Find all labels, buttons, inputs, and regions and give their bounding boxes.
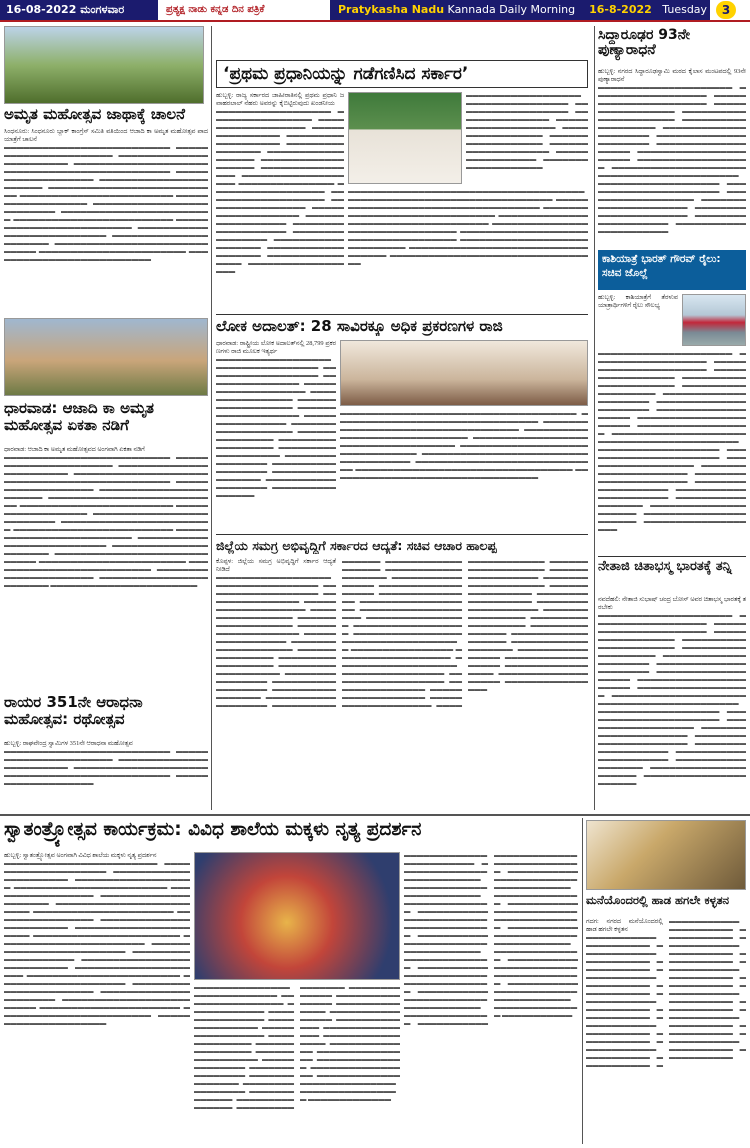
netaji-headline: ನೇತಾಜಿ ಚಿತಾಭಸ್ಮ ಭಾರತಕ್ಕೆ ತನ್ನಿ (598, 556, 746, 592)
swatantrya-headline: ಸ್ವಾತಂತ್ರ್ಯೋತ್ಸವ ಕಾರ್ಯಕ್ರಮ: ವಿವಿಧ ಶಾಲೆಯ ಮಕ್ಕಳು ನೃತ್ಯ ಪ್ರದರ್ಶನ (4, 820, 422, 840)
page-header (0, 0, 750, 22)
swatantrya-lead: ಹುಬ್ಬಳ್ಳಿ: ಸ್ವಾತಂತ್ರ್ಯೋತ್ಸವ ಅಂಗವಾಗಿ ವಿವಿಧ ಶಾಲೆಯ ಮಕ್ಕಳು ನೃತ್ಯ ಪ್ರದರ್ಶನ (4, 852, 157, 859)
lok-adalat-headline: ಲೋಕ ಅದಾಲತ್: 28 ಸಾವಿರಕ್ಕೂ ಅಧಿಕ ಪ್ರಕರಣಗಳ ರಾಜಿ (216, 314, 588, 336)
pm-body-right (466, 92, 588, 184)
paper-tagline: ಪ್ರತ್ಯಕ್ಷ ನಾಡು ಕನ್ನಡ ದಿನ ಪತ್ರಿಕೆ (166, 4, 265, 15)
swatantrya-body-mid (194, 984, 400, 1144)
leader-portrait (348, 92, 462, 184)
masthead-sub: Kannada Daily Morning (447, 3, 576, 16)
pm-filler: ▬▬▬▬▬▬▬▬▬▬▬▬▬▬▬▬▬▬ ▬▬▬▬▬▬▬▬▬▬▬▬▬▬▬▬ ▬▬▬▬▬▬▬▬▬▬▬▬▬▬▬▬▬▬ ▬▬▬▬▬▬▬▬▬▬▬▬▬▬▬ ▬▬▬▬▬▬▬▬▬▬▬▬▬▬▬▬▬▬▬ ▬▬▬▬▬▬▬▬▬▬▬▬▬▬▬▬ ▬▬▬▬▬▬▬▬▬▬▬▬▬▬▬▬▬▬ ▬▬▬▬▬▬▬▬▬▬▬▬▬▬▬▬▬▬▬ ▬▬▬▬▬▬▬▬▬▬▬▬▬▬▬▬ ▬▬▬▬▬▬▬▬▬▬▬▬▬▬▬▬▬▬▬ ▬▬▬▬▬▬▬▬▬▬▬▬▬▬▬ ▬▬▬▬▬▬▬▬▬▬▬▬▬▬▬▬▬▬ ▬▬▬▬▬▬▬▬▬▬▬▬▬▬▬▬▬▬▬ ▬▬▬▬▬▬▬▬▬▬▬▬▬▬▬▬ ▬▬▬▬▬▬▬▬▬▬▬▬▬▬▬▬▬▬ ▬▬▬▬▬▬▬▬▬▬▬▬▬▬▬▬▬ ▬▬▬▬▬▬▬▬▬▬▬▬▬▬▬▬▬▬▬ ▬▬▬▬▬▬▬▬▬▬▬▬▬▬▬▬ ▬▬▬▬▬▬▬▬▬▬▬▬▬▬▬▬▬▬ ▬▬▬▬▬▬▬▬▬▬▬▬▬▬▬▬▬▬▬ ▬▬▬▬▬▬▬▬▬▬▬▬▬▬▬▬ ▬▬▬▬▬▬▬▬▬▬▬▬▬▬▬▬▬▬ (216, 108, 344, 275)
dharwad-filler: ▬▬▬▬▬▬▬▬▬▬▬▬▬▬▬▬▬▬▬▬▬▬▬▬▬▬ ▬▬▬▬▬▬▬▬▬▬▬▬▬▬▬▬▬▬▬▬▬▬ ▬▬▬▬▬▬▬▬▬▬▬▬▬▬▬▬▬▬▬▬▬▬▬▬ ▬▬▬▬▬▬▬▬▬▬▬▬▬▬▬▬▬▬▬▬▬ ▬▬▬▬▬▬▬▬▬▬▬▬▬▬▬▬▬▬▬▬▬▬▬▬▬▬ ▬▬▬▬▬▬▬▬▬▬▬▬▬▬▬▬▬▬▬ ▬▬▬▬▬▬▬▬▬▬▬▬▬▬▬▬▬▬▬▬▬▬▬ ▬▬▬▬▬▬▬▬▬▬▬▬▬▬▬▬▬▬▬▬▬▬▬▬▬▬▬ ▬▬▬▬▬▬▬▬▬▬▬▬▬▬▬▬▬▬▬▬▬▬▬▬ ▬▬▬▬▬▬▬▬▬▬▬▬▬▬▬▬▬▬ ▬▬▬▬▬▬▬▬▬▬▬▬▬▬▬▬▬▬▬▬▬▬▬▬▬▬ ▬▬▬▬▬▬▬▬▬▬▬▬▬▬▬▬▬▬▬▬▬▬▬▬ ▬▬▬▬▬▬▬▬▬▬▬▬▬▬▬▬▬▬▬▬▬▬▬▬▬ ▬▬▬▬▬▬▬▬▬▬▬▬▬▬▬▬▬▬▬▬▬▬▬▬▬ ▬▬▬▬▬▬▬▬▬▬▬▬▬▬▬▬▬▬▬▬▬▬▬▬▬▬▬ ▬▬▬▬▬▬▬▬▬▬▬▬▬▬▬▬▬▬▬▬▬▬ ▬▬▬▬▬▬▬▬▬▬▬▬▬▬▬▬▬▬▬▬▬▬▬▬▬▬▬▬▬ ▬▬▬▬▬▬▬▬▬▬▬▬▬▬▬▬▬▬▬▬▬▬▬ ▬▬▬▬▬▬▬▬▬▬▬▬▬▬▬▬▬▬▬▬▬▬▬▬▬▬ ▬▬▬▬▬▬▬▬▬▬▬▬▬▬▬▬▬▬▬▬▬▬ ▬▬▬▬▬▬▬▬▬▬▬▬▬▬▬▬▬▬▬▬▬▬▬▬ ▬▬▬▬▬▬▬▬▬▬▬▬▬▬▬▬▬▬▬▬▬▬▬ (4, 454, 208, 589)
theft-lead: ಗದಗ: ನಗರದ ಮನೆಯೊಂದರಲ್ಲಿ ಹಾಡ ಹಗಲೇ ಕಳ್ಳತನ (586, 918, 663, 933)
issue-date: 16-08-2022 ಮಂಗಳವಾರ (0, 0, 158, 20)
rally-photo (4, 26, 204, 104)
pm-body-left (216, 92, 344, 306)
lok-adalat-body-right (340, 410, 588, 528)
district-headline: ಜಿಲ್ಲೆಯ ಸಮಗ್ರ ಅಭಿವೃದ್ಧಿಗೆ ಸರ್ಕಾರದ ಆದ್ಯತೆ: ಸಚಿವ ಆಚಾರ ಹಾಲಪ್ಪ (216, 534, 588, 554)
lok-adalat-filler: ▬▬▬▬▬▬▬▬▬▬▬▬▬▬▬▬▬▬ ▬▬▬▬▬▬▬▬▬▬▬▬▬▬▬▬ ▬▬▬▬▬▬▬▬▬▬▬▬▬▬▬▬▬▬ ▬▬▬▬▬▬▬▬▬▬▬▬▬▬▬ ▬▬▬▬▬▬▬▬▬▬▬▬▬▬▬▬▬▬▬ ▬▬▬▬▬▬▬▬▬▬▬▬▬▬▬▬ ▬▬▬▬▬▬▬▬▬▬▬▬▬▬▬▬▬▬ ▬▬▬▬▬▬▬▬▬▬▬▬▬▬▬▬▬▬▬ ▬▬▬▬▬▬▬▬▬▬▬▬▬▬▬▬ ▬▬▬▬▬▬▬▬▬▬▬▬▬▬▬▬▬▬▬ ▬▬▬▬▬▬▬▬▬▬▬▬▬▬▬ ▬▬▬▬▬▬▬▬▬▬▬▬▬▬▬▬▬▬ ▬▬▬▬▬▬▬▬▬▬▬▬▬▬▬▬▬▬▬ ▬▬▬▬▬▬▬▬▬▬▬▬▬▬▬▬ ▬▬▬▬▬▬▬▬▬▬▬▬▬▬▬▬▬▬ ▬▬▬▬▬▬▬▬▬▬▬▬▬▬▬▬▬ ▬▬▬▬▬▬▬▬▬▬▬▬▬▬▬▬▬▬▬ ▬▬▬▬▬▬▬▬▬▬▬▬▬▬▬▬ (216, 356, 336, 499)
page-number: 3 (716, 1, 736, 19)
column-rule (211, 26, 212, 810)
netaji-filler: ▬▬▬▬▬▬▬▬▬▬▬▬▬▬▬▬▬▬▬▬▬ ▬▬▬▬▬▬▬▬▬▬▬▬▬▬▬▬▬▬ ▬▬▬▬▬▬▬▬▬▬▬▬▬▬▬▬▬▬▬▬▬▬ ▬▬▬▬▬▬▬▬▬▬▬▬▬▬▬▬▬ ▬▬▬▬▬▬▬▬▬▬▬▬▬▬▬▬▬▬▬▬▬▬ ▬▬▬▬▬▬▬▬▬▬▬▬▬▬▬▬▬▬▬ ▬▬▬▬▬▬▬▬▬▬▬▬▬▬▬▬▬▬▬▬▬ ▬▬▬▬▬▬▬▬▬▬▬▬▬▬▬▬▬▬▬▬▬▬ ▬▬▬▬▬▬▬▬▬▬▬▬▬▬▬▬▬▬▬ ▬▬▬▬▬▬▬▬▬▬▬▬▬▬▬▬▬▬▬▬▬▬ ▬▬▬▬▬▬▬▬▬▬▬▬▬▬▬▬▬▬ ▬▬▬▬▬▬▬▬▬▬▬▬▬▬▬▬▬▬▬▬▬ ▬▬▬▬▬▬▬▬▬▬▬▬▬▬▬▬▬▬▬▬▬▬ ▬▬▬▬▬▬▬▬▬▬▬▬▬▬▬▬▬▬▬ ▬▬▬▬▬▬▬▬▬▬▬▬▬▬▬▬▬▬▬▬▬▬ ▬▬▬▬▬▬▬▬▬▬▬▬▬▬▬▬▬▬ ▬▬▬▬▬▬▬▬▬▬▬▬▬▬▬▬▬▬▬▬▬ ▬▬▬▬▬▬▬▬▬▬▬▬▬▬▬▬▬▬▬▬▬▬ ▬▬▬▬▬▬▬▬▬▬▬▬▬▬▬▬▬▬▬ ▬▬▬▬▬▬▬▬▬▬▬▬▬▬▬▬▬▬▬▬▬▬ ▬▬▬▬▬▬▬▬▬▬▬▬▬▬▬▬▬▬ ▬▬▬▬▬▬▬▬▬▬▬▬▬▬▬▬▬▬▬▬▬ ▬▬▬▬▬▬▬▬▬▬▬▬▬▬▬▬▬▬▬▬▬▬ (598, 612, 746, 787)
amrutha-filler: ▬▬▬▬▬▬▬▬▬▬▬▬▬▬▬▬▬▬▬▬▬▬▬▬▬▬ ▬▬▬▬▬▬▬▬▬▬▬▬▬▬▬▬▬▬▬▬▬▬ ▬▬▬▬▬▬▬▬▬▬▬▬▬▬▬▬▬▬▬▬▬▬▬▬ ▬▬▬▬▬▬▬▬▬▬▬▬▬▬▬▬▬▬▬▬▬ ▬▬▬▬▬▬▬▬▬▬▬▬▬▬▬▬▬▬▬▬▬▬▬▬▬▬ ▬▬▬▬▬▬▬▬▬▬▬▬▬▬▬▬▬▬▬ ▬▬▬▬▬▬▬▬▬▬▬▬▬▬▬▬▬▬▬▬▬▬▬ ▬▬▬▬▬▬▬▬▬▬▬▬▬▬▬▬▬▬▬▬▬▬▬▬▬▬▬ ▬▬▬▬▬▬▬▬▬▬▬▬▬▬▬▬▬▬▬▬▬▬▬▬ ▬▬▬▬▬▬▬▬▬▬▬▬▬▬▬▬▬▬ ▬▬▬▬▬▬▬▬▬▬▬▬▬▬▬▬▬▬▬▬▬▬▬▬▬▬ ▬▬▬▬▬▬▬▬▬▬▬▬▬▬▬▬▬▬▬▬▬▬▬▬ ▬▬▬▬▬▬▬▬▬▬▬▬▬▬▬▬▬▬▬▬▬▬▬▬▬ ▬▬▬▬▬▬▬▬▬▬▬▬▬▬▬▬▬▬▬▬▬▬▬▬▬ ▬▬▬▬▬▬▬▬▬▬▬▬▬▬▬▬▬▬▬▬▬▬▬▬▬▬▬ ▬▬▬▬▬▬▬▬▬▬▬▬▬▬▬▬▬▬▬▬▬▬ ▬▬▬▬▬▬▬▬▬▬▬▬▬▬▬▬▬▬▬▬▬▬▬▬▬▬▬▬▬ ▬▬▬▬▬▬▬▬▬▬▬▬▬▬▬▬▬▬▬▬▬▬▬ ▬▬▬▬▬▬▬▬▬▬▬▬▬▬▬▬▬▬▬▬▬▬▬▬▬▬ (4, 144, 208, 263)
dance-photo (194, 852, 400, 980)
column-rule (582, 818, 583, 1144)
column-rule (594, 26, 595, 810)
masthead-date: 16-8-2022 (589, 3, 652, 16)
dharwad-body (4, 446, 208, 686)
swatantrya-right-filler: ▬▬▬▬▬▬▬▬▬▬▬▬▬ ▬▬▬▬▬▬▬▬▬▬▬ ▬▬▬▬▬▬▬▬▬▬▬▬▬▬ ▬▬▬▬▬▬▬▬▬▬▬▬ ▬▬▬▬▬▬▬▬▬▬▬▬▬ ▬▬▬▬▬▬▬▬▬▬▬▬ ▬▬▬▬▬▬▬▬▬▬▬▬▬▬ ▬▬▬▬▬▬▬▬▬▬▬ ▬▬▬▬▬▬▬▬▬▬▬▬▬ ▬▬▬▬▬▬▬▬▬▬▬▬▬▬ ▬▬▬▬▬▬▬▬▬▬▬ ▬▬▬▬▬▬▬▬▬▬▬▬▬ ▬▬▬▬▬▬▬▬▬▬▬▬ ▬▬▬▬▬▬▬▬▬▬▬▬▬▬ ▬▬▬▬▬▬▬▬▬▬▬ ▬▬▬▬▬▬▬▬▬▬▬▬▬ ▬▬▬▬▬▬▬▬▬▬▬▬▬▬ ▬▬▬▬▬▬▬▬▬▬▬ ▬▬▬▬▬▬▬▬▬▬▬▬▬ ▬▬▬▬▬▬▬▬▬▬▬▬ ▬▬▬▬▬▬▬▬▬▬▬▬▬▬ ▬▬▬▬▬▬▬▬▬▬▬ ▬▬▬▬▬▬▬▬▬▬▬▬▬ ▬▬▬▬▬▬▬▬▬▬▬▬▬▬ ▬▬▬▬▬▬▬▬▬▬▬ ▬▬▬▬▬▬▬▬▬▬▬▬▬ ▬▬▬▬▬▬▬▬▬▬▬▬ ▬▬▬▬▬▬▬▬▬▬▬▬▬▬ ▬▬▬▬▬▬▬▬▬▬▬ ▬▬▬▬▬▬▬▬▬▬▬▬▬ ▬▬▬▬▬▬▬▬▬▬▬▬▬▬ ▬▬▬▬▬▬▬▬▬▬▬ ▬▬▬▬▬▬▬▬▬▬▬▬▬ ▬▬▬▬▬▬▬▬▬▬▬▬ ▬▬▬▬▬▬▬▬▬▬▬▬▬▬ ▬▬▬▬▬▬▬▬▬▬▬ ▬▬▬▬▬▬▬▬▬▬▬▬▬ ▬▬▬▬▬▬▬▬▬▬▬▬▬▬ ▬▬▬▬▬▬▬▬▬▬▬ ▬▬▬▬▬▬▬▬▬▬▬▬▬ ▬▬▬▬▬▬▬▬▬▬▬▬ ▬▬▬▬▬▬▬▬▬▬▬▬▬▬ ▬▬▬▬▬▬▬▬▬▬▬ (404, 852, 578, 1027)
amrutha-lead: ಸಿಂಧನೂರು: ಸಿಂಧನೂರು ಬ್ಲಾಕ್ ಕಾಂಗ್ರೆಸ್ ಸಮಿತಿ ವತಿಯಿಂದ ಆಜಾದಿ ಕಾ ಅಮೃತ ಮಹೋತ್ಸವ ಪಾದಯಾತ್ರೆಗೆ ಚಾಲನೆ (4, 128, 208, 143)
pm-bottom-filler: ▬▬▬▬▬▬▬▬▬▬▬▬▬▬▬▬▬▬▬▬▬▬▬▬▬▬▬▬▬▬▬▬▬▬▬▬▬ ▬▬▬▬▬▬▬▬▬▬▬▬▬▬▬▬▬▬▬▬▬▬▬▬▬▬▬▬▬▬▬▬ ▬▬▬▬▬▬▬▬▬▬▬▬▬▬▬▬▬▬▬▬▬▬▬▬▬▬▬▬▬▬▬▬▬▬▬ ▬▬▬▬▬▬▬▬▬▬▬▬▬▬▬▬▬▬▬▬▬▬▬▬▬▬▬▬▬▬ ▬▬▬▬▬▬▬▬▬▬▬▬▬▬▬▬▬▬▬▬▬▬▬▬▬▬▬▬▬▬▬▬▬▬▬▬ ▬▬▬▬▬▬▬▬▬▬▬▬▬▬▬▬▬▬▬▬▬▬▬▬▬▬▬▬▬▬▬▬ ▬▬▬▬▬▬▬▬▬▬▬▬▬▬▬▬▬▬▬▬▬▬▬▬▬▬▬▬▬▬▬▬▬▬▬▬▬ ▬▬▬▬▬▬▬▬▬▬▬▬▬▬▬▬▬▬▬▬▬▬▬▬▬▬▬▬▬ ▬▬▬▬▬▬▬▬▬▬▬▬▬▬▬▬▬▬▬▬▬▬▬▬▬▬▬▬▬▬▬▬▬▬ ▬▬▬▬▬▬▬▬▬▬▬▬▬▬▬▬▬▬▬▬▬▬▬▬▬▬▬▬▬▬▬▬▬ (348, 188, 588, 267)
lok-adalat-lead: ಧಾರವಾಡ: ರಾಷ್ಟ್ರೀಯ ಲೋಕ ಅದಾಲತ್‌ನಲ್ಲಿ 28,799 ಪ್ರಕರಣಗಳು ರಾಜಿ ಮೂಲಕ ಇತ್ಯರ್ಥ (216, 340, 336, 355)
kashi-body-more (598, 350, 746, 550)
pm-headline: ‘ಪ್ರಥಮ ಪ್ರಧಾನಿಯನ್ನು ಗಡೆಗಣಿಸಿದ ಸರ್ಕಾರ’ (216, 60, 588, 88)
court-photo (340, 340, 588, 406)
swatantrya-mid-filler: ▬▬▬▬▬▬▬▬▬▬▬▬▬▬▬ ▬▬▬▬▬▬▬▬▬▬▬▬▬ ▬▬▬▬▬▬▬▬▬▬▬▬▬▬▬▬ ▬▬▬▬▬▬▬▬▬▬▬▬ ▬▬▬▬▬▬▬▬▬▬▬▬▬▬▬ ▬▬▬▬▬▬▬▬▬▬▬▬▬▬ ▬▬▬▬▬▬▬▬▬▬▬▬▬▬▬▬ ▬▬▬▬▬▬▬▬▬▬▬▬▬ ▬▬▬▬▬▬▬▬▬▬▬▬▬▬▬ ▬▬▬▬▬▬▬▬▬▬▬▬▬▬▬▬ ▬▬▬▬▬▬▬▬▬▬▬▬▬ ▬▬▬▬▬▬▬▬▬▬▬▬▬▬▬ ▬▬▬▬▬▬▬▬▬▬▬▬▬▬ ▬▬▬▬▬▬▬▬▬▬▬▬▬▬▬▬ ▬▬▬▬▬▬▬▬▬▬▬▬▬ ▬▬▬▬▬▬▬▬▬▬▬▬▬▬▬ ▬▬▬▬▬▬▬▬▬▬▬▬▬▬▬▬ ▬▬▬▬▬▬▬▬▬▬▬▬▬ ▬▬▬▬▬▬▬▬▬▬▬▬▬▬▬ ▬▬▬▬▬▬▬▬▬▬▬▬▬▬ ▬▬▬▬▬▬▬▬▬▬▬▬▬▬▬▬ ▬▬▬▬▬▬▬▬▬▬▬▬▬ ▬▬▬▬▬▬▬▬▬▬▬▬▬▬▬ ▬▬▬▬▬▬▬▬▬▬▬▬▬▬▬▬ ▬▬▬▬▬▬▬▬▬▬▬▬▬ ▬▬▬▬▬▬▬▬▬▬▬▬▬▬▬ ▬▬▬▬▬▬▬▬▬▬▬▬▬▬ ▬▬▬▬▬▬▬▬▬▬▬▬▬▬▬▬ ▬▬▬▬▬▬▬▬▬▬▬▬▬ ▬▬▬▬▬▬▬▬▬▬▬▬▬▬▬ ▬▬▬▬▬▬▬▬▬▬▬▬▬▬▬▬ ▬▬▬▬▬▬▬▬▬▬▬▬▬ (194, 984, 400, 1111)
pm-lead: ಹುಬ್ಬಳ್ಳಿ: ರಾಜ್ಯ ಸರ್ಕಾರದ ಜಾಹೀರಾತಿನಲ್ಲಿ ಪ್ರಥಮ ಪ್ರಧಾನಿ ಜವಾಹರಲಾಲ್ ನೆಹರು ಅವರನ್ನು ಕೈಬಿಟ್ಟಿರುವುದು ಖಂಡನೀಯ (216, 92, 344, 107)
masthead-name: Pratykasha Nadu (338, 3, 445, 16)
kashi-body (598, 294, 678, 346)
punyaradhane-filler: ▬▬▬▬▬▬▬▬▬▬▬▬▬▬▬▬▬▬▬▬▬ ▬▬▬▬▬▬▬▬▬▬▬▬▬▬▬▬▬▬ ▬▬▬▬▬▬▬▬▬▬▬▬▬▬▬▬▬▬▬▬▬▬ ▬▬▬▬▬▬▬▬▬▬▬▬▬▬▬▬▬ ▬▬▬▬▬▬▬▬▬▬▬▬▬▬▬▬▬▬▬▬▬▬ ▬▬▬▬▬▬▬▬▬▬▬▬▬▬▬▬▬▬▬ ▬▬▬▬▬▬▬▬▬▬▬▬▬▬▬▬▬▬▬▬▬ ▬▬▬▬▬▬▬▬▬▬▬▬▬▬▬▬▬▬▬▬▬▬ ▬▬▬▬▬▬▬▬▬▬▬▬▬▬▬▬▬▬▬ ▬▬▬▬▬▬▬▬▬▬▬▬▬▬▬▬▬▬▬▬▬▬ ▬▬▬▬▬▬▬▬▬▬▬▬▬▬▬▬▬▬ ▬▬▬▬▬▬▬▬▬▬▬▬▬▬▬▬▬▬▬▬▬ ▬▬▬▬▬▬▬▬▬▬▬▬▬▬▬▬▬▬▬▬▬▬ ▬▬▬▬▬▬▬▬▬▬▬▬▬▬▬▬▬▬▬ ▬▬▬▬▬▬▬▬▬▬▬▬▬▬▬▬▬▬▬▬▬▬ ▬▬▬▬▬▬▬▬▬▬▬▬▬▬▬▬▬▬ ▬▬▬▬▬▬▬▬▬▬▬▬▬▬▬▬▬▬▬▬▬ ▬▬▬▬▬▬▬▬▬▬▬▬▬▬▬▬▬▬▬▬▬▬ ▬▬▬▬▬▬▬▬▬▬▬▬▬▬▬▬▬▬▬ ▬▬▬▬▬▬▬▬▬▬▬▬▬▬▬▬▬▬▬▬▬▬ (598, 84, 746, 235)
amrutha-headline: ಅಮೃತ ಮಹೋತ್ಸವ ಜಾಥಾಕ್ಕೆ ಚಾಲನೆ (4, 106, 186, 123)
train-photo (682, 294, 746, 346)
unity-walk-photo (4, 318, 208, 396)
amrutha-body (4, 128, 208, 316)
punyaradhane-body (598, 68, 746, 246)
swatantrya-filler: ▬▬▬▬▬▬▬▬▬▬▬▬▬▬▬▬▬▬▬▬▬▬▬▬ ▬▬▬▬▬▬▬▬▬▬▬▬▬▬▬▬▬▬▬▬ ▬▬▬▬▬▬▬▬▬▬▬▬▬▬▬▬▬▬▬▬▬▬ ▬▬▬▬▬▬▬▬▬▬▬▬▬▬▬▬▬▬▬ ▬▬▬▬▬▬▬▬▬▬▬▬▬▬▬▬▬▬▬▬▬▬▬▬ ▬▬▬▬▬▬▬▬▬▬▬▬▬▬▬▬▬ ▬▬▬▬▬▬▬▬▬▬▬▬▬▬▬▬▬▬▬▬▬ ▬▬▬▬▬▬▬▬▬▬▬▬▬▬▬▬▬▬▬▬▬▬▬▬▬ ▬▬▬▬▬▬▬▬▬▬▬▬▬▬▬▬▬▬▬▬▬▬ ▬▬▬▬▬▬▬▬▬▬▬▬▬▬▬▬ ▬▬▬▬▬▬▬▬▬▬▬▬▬▬▬▬▬▬▬▬▬▬▬▬ ▬▬▬▬▬▬▬▬▬▬▬▬▬▬▬▬▬▬▬▬▬▬ ▬▬▬▬▬▬▬▬▬▬▬▬▬▬▬▬▬▬▬▬▬▬▬ ▬▬▬▬▬▬▬▬▬▬▬▬▬▬▬▬▬▬▬▬▬▬▬ ▬▬▬▬▬▬▬▬▬▬▬▬▬▬▬▬▬▬▬▬▬▬▬▬▬ ▬▬▬▬▬▬▬▬▬▬▬▬▬▬▬▬▬▬▬▬ ▬▬▬▬▬▬▬▬▬▬▬▬▬▬▬▬▬▬▬▬▬▬▬▬▬▬▬ ▬▬▬▬▬▬▬▬▬▬▬▬▬▬▬▬▬▬▬▬▬ ▬▬▬▬▬▬▬▬▬▬▬▬▬▬▬▬▬▬▬▬▬▬▬▬ ▬▬▬▬▬▬▬▬▬▬▬▬▬▬▬▬▬▬▬▬ ▬▬▬▬▬▬▬▬▬▬▬▬▬▬▬▬▬▬▬▬▬▬▬ ▬▬▬▬▬▬▬▬▬▬▬▬▬▬▬▬▬▬▬▬▬▬ ▬▬▬▬▬▬▬▬▬▬▬▬▬▬▬▬▬▬▬▬▬▬▬▬▬ ▬▬▬▬▬▬▬▬▬▬▬▬▬▬▬▬▬▬▬▬▬▬ ▬▬▬▬▬▬▬▬▬▬▬▬▬▬▬▬▬▬▬▬▬▬▬▬ ▬▬▬▬▬▬▬▬▬▬▬▬▬▬▬▬▬▬▬▬▬ (4, 860, 190, 1027)
district-lead: ಕೊಪ್ಪಳ: ಜಿಲ್ಲೆಯ ಸಮಗ್ರ ಅಭಿವೃದ್ಧಿಗೆ ಸರ್ಕಾರ ಆದ್ಯತೆ ನೀಡಿದೆ (216, 558, 336, 573)
theft-headline: ಮನೆಯೊಂದರಲ್ಲಿ ಹಾಡ ಹಗಲೇ ಕಳ್ಳತನ (586, 894, 730, 907)
lok-adalat-body (216, 340, 336, 528)
lok-adalat-right-filler: ▬▬▬▬▬▬▬▬▬▬▬▬▬▬▬▬▬▬▬▬▬▬▬▬▬▬▬▬▬▬▬▬▬▬▬▬▬ ▬▬▬▬▬▬▬▬▬▬▬▬▬▬▬▬▬▬▬▬▬▬▬▬▬▬▬▬▬▬▬▬ ▬▬▬▬▬▬▬▬▬▬▬▬▬▬▬▬▬▬▬▬▬▬▬▬▬▬▬▬▬▬▬▬▬▬▬ ▬▬▬▬▬▬▬▬▬▬▬▬▬▬▬▬▬▬▬▬▬▬▬▬▬▬▬▬▬▬ ▬▬▬▬▬▬▬▬▬▬▬▬▬▬▬▬▬▬▬▬▬▬▬▬▬▬▬▬▬▬▬▬▬▬▬▬ ▬▬▬▬▬▬▬▬▬▬▬▬▬▬▬▬▬▬▬▬▬▬▬▬▬▬▬▬▬▬▬▬ ▬▬▬▬▬▬▬▬▬▬▬▬▬▬▬▬▬▬▬▬▬▬▬▬▬▬▬▬▬▬▬▬▬▬▬▬▬ ▬▬▬▬▬▬▬▬▬▬▬▬▬▬▬▬▬▬▬▬▬▬▬▬▬▬▬▬▬ ▬▬▬▬▬▬▬▬▬▬▬▬▬▬▬▬▬▬▬▬▬▬▬▬▬▬▬▬▬▬▬▬▬▬ ▬▬▬▬▬▬▬▬▬▬▬▬▬▬▬▬▬▬▬▬▬▬▬▬▬▬▬▬▬▬▬▬▬ (340, 410, 588, 481)
pm-body-bottom (348, 188, 588, 306)
theft-filler: ▬▬▬▬▬▬▬▬▬▬▬ ▬▬▬▬▬▬▬▬▬▬ ▬▬▬▬▬▬▬▬▬▬▬▬ ▬▬▬▬▬▬▬▬▬▬ ▬▬▬▬▬▬▬▬▬▬▬ ▬▬▬▬▬▬▬▬▬▬▬▬ ▬▬▬▬▬▬▬▬▬▬ ▬▬▬▬▬▬▬▬▬▬▬ ▬▬▬▬▬▬▬▬▬▬▬▬ ▬▬▬▬▬▬▬▬▬▬ ▬▬▬▬▬▬▬▬▬▬▬ ▬▬▬▬▬▬▬▬▬▬▬▬ ▬▬▬▬▬▬▬▬▬▬ ▬▬▬▬▬▬▬▬▬▬▬ ▬▬▬▬▬▬▬▬▬▬▬▬ ▬▬▬▬▬▬▬▬▬▬ ▬▬▬▬▬▬▬▬▬▬▬ ▬▬▬▬▬▬▬▬▬▬▬▬ ▬▬▬▬▬▬▬▬▬▬ ▬▬▬▬▬▬▬▬▬▬▬ ▬▬▬▬▬▬▬▬▬▬▬▬ ▬▬▬▬▬▬▬▬▬▬ ▬▬▬▬▬▬▬▬▬▬▬ ▬▬▬▬▬▬▬▬▬▬▬▬ ▬▬▬▬▬▬▬▬▬▬ ▬▬▬▬▬▬▬▬▬▬▬ ▬▬▬▬▬▬▬▬▬▬▬▬ ▬▬▬▬▬▬▬▬▬▬ ▬▬▬▬▬▬▬▬▬▬▬ ▬▬▬▬▬▬▬▬▬▬▬▬ ▬▬▬▬▬▬▬▬▬▬ ▬▬▬▬▬▬▬▬▬▬▬ ▬▬▬▬▬▬▬▬▬▬▬▬ ▬▬▬▬▬▬▬▬▬▬ ▬▬▬▬▬▬▬▬▬▬▬ (586, 918, 746, 1069)
swatantrya-body (4, 852, 190, 1144)
kashi-headline: ಕಾಶಿಯಾತ್ರೆ ಭಾರತ್ ಗೌರವ್ ರೈಲು: ಸಚಿವ ಜೊಲ್ಲೆ (598, 250, 746, 290)
district-body (216, 558, 588, 810)
kashi-filler: ▬▬▬▬▬▬▬▬▬▬▬▬▬▬▬▬▬▬▬▬▬ ▬▬▬▬▬▬▬▬▬▬▬▬▬▬▬▬▬▬ ▬▬▬▬▬▬▬▬▬▬▬▬▬▬▬▬▬▬▬▬▬▬ ▬▬▬▬▬▬▬▬▬▬▬▬▬▬▬▬▬ ▬▬▬▬▬▬▬▬▬▬▬▬▬▬▬▬▬▬▬▬▬▬ ▬▬▬▬▬▬▬▬▬▬▬▬▬▬▬▬▬▬▬ ▬▬▬▬▬▬▬▬▬▬▬▬▬▬▬▬▬▬▬▬▬ ▬▬▬▬▬▬▬▬▬▬▬▬▬▬▬▬▬▬▬▬▬▬ ▬▬▬▬▬▬▬▬▬▬▬▬▬▬▬▬▬▬▬ ▬▬▬▬▬▬▬▬▬▬▬▬▬▬▬▬▬▬▬▬▬▬ ▬▬▬▬▬▬▬▬▬▬▬▬▬▬▬▬▬▬ ▬▬▬▬▬▬▬▬▬▬▬▬▬▬▬▬▬▬▬▬▬ ▬▬▬▬▬▬▬▬▬▬▬▬▬▬▬▬▬▬▬▬▬▬ ▬▬▬▬▬▬▬▬▬▬▬▬▬▬▬▬▬▬▬ ▬▬▬▬▬▬▬▬▬▬▬▬▬▬▬▬▬▬▬▬▬▬ ▬▬▬▬▬▬▬▬▬▬▬▬▬▬▬▬▬▬ ▬▬▬▬▬▬▬▬▬▬▬▬▬▬▬▬▬▬▬▬▬ ▬▬▬▬▬▬▬▬▬▬▬▬▬▬▬▬▬▬▬▬▬▬ ▬▬▬▬▬▬▬▬▬▬▬▬▬▬▬▬▬▬▬ ▬▬▬▬▬▬▬▬▬▬▬▬▬▬▬▬▬▬▬▬▬▬ ▬▬▬▬▬▬▬▬▬▬▬▬▬▬▬▬▬▬ ▬▬▬▬▬▬▬▬▬▬▬▬▬▬▬▬▬▬▬▬▬ ▬▬▬▬▬▬▬▬▬▬▬▬▬▬▬▬▬▬▬▬▬▬ ▬▬▬▬▬▬▬▬▬▬▬▬▬▬▬▬▬▬▬ (598, 350, 746, 533)
jewellery-photo (586, 820, 746, 890)
pm-right-filler: ▬▬▬▬▬▬▬▬▬▬▬▬▬▬▬▬▬▬ ▬▬▬▬▬▬▬▬▬▬▬▬▬▬▬▬ ▬▬▬▬▬▬▬▬▬▬▬▬▬▬▬▬▬▬ ▬▬▬▬▬▬▬▬▬▬▬▬▬▬▬ ▬▬▬▬▬▬▬▬▬▬▬▬▬▬▬▬▬▬▬ ▬▬▬▬▬▬▬▬▬▬▬▬▬▬▬▬ ▬▬▬▬▬▬▬▬▬▬▬▬▬▬▬▬▬▬ ▬▬▬▬▬▬▬▬▬▬▬▬▬▬▬▬▬▬▬ ▬▬▬▬▬▬▬▬▬▬▬▬▬▬▬▬ ▬▬▬▬▬▬▬▬▬▬▬▬▬▬▬▬▬▬▬ (466, 92, 588, 171)
dharwad-headline: ಧಾರವಾಡ: ಆಜಾದಿ ಕಾ ಅಮೃತ ಮಹೋತ್ಸವ ಏಕತಾ ನಡಿಗೆ (4, 400, 154, 434)
rayara-filler: ▬▬▬▬▬▬▬▬▬▬▬▬▬▬▬▬▬▬▬▬▬▬▬▬▬▬ ▬▬▬▬▬▬▬▬▬▬▬▬▬▬▬▬▬▬▬▬▬▬ ▬▬▬▬▬▬▬▬▬▬▬▬▬▬▬▬▬▬▬▬▬▬▬▬ ▬▬▬▬▬▬▬▬▬▬▬▬▬▬▬▬▬▬▬▬▬ ▬▬▬▬▬▬▬▬▬▬▬▬▬▬▬▬▬▬▬▬▬▬▬▬▬▬ ▬▬▬▬▬▬▬▬▬▬▬▬▬▬▬▬▬▬▬ (4, 748, 208, 787)
punyaradhane-lead: ಹುಬ್ಬಳ್ಳಿ: ನಗರದ ಸಿದ್ಧಾರೂಢಸ್ವಾಮಿ ಮಠದ ಕೈಲಾಸ ಮಂಟಪದಲ್ಲಿ 93ನೇ ಪುಣ್ಯಾರಾಧನೆ (598, 68, 746, 83)
section-rule (0, 814, 750, 816)
rayara-body (4, 740, 208, 810)
masthead-day: Tuesday (662, 3, 708, 16)
punyaradhane-headline: ಸಿದ್ದಾರೂಢರ 93ನೇ ಪುಣ್ಯಾರಾಧನೆ (598, 28, 691, 59)
kashi-lead: ಹುಬ್ಬಳ್ಳಿ: ಕಾಶಿಯಾತ್ರೆಗೆ ತೆರಳುವ ಯಾತ್ರಾರ್ಥಿಗಳಿಗೆ ರೈಲು ಸೌಲಭ್ಯ (598, 294, 678, 309)
theft-body (586, 918, 746, 1144)
netaji-body (598, 596, 746, 810)
district-filler: ▬▬▬▬▬▬▬▬▬▬▬▬▬▬▬▬▬▬ ▬▬▬▬▬▬▬▬▬▬▬▬▬▬▬▬ ▬▬▬▬▬▬▬▬▬▬▬▬▬▬▬▬▬▬ ▬▬▬▬▬▬▬▬▬▬▬▬▬▬▬ ▬▬▬▬▬▬▬▬▬▬▬▬▬▬▬▬▬▬▬ ▬▬▬▬▬▬▬▬▬▬▬▬▬▬▬▬ ▬▬▬▬▬▬▬▬▬▬▬▬▬▬▬▬▬▬ ▬▬▬▬▬▬▬▬▬▬▬▬▬▬▬▬▬▬▬ ▬▬▬▬▬▬▬▬▬▬▬▬▬▬▬▬ ▬▬▬▬▬▬▬▬▬▬▬▬▬▬▬▬▬▬▬ ▬▬▬▬▬▬▬▬▬▬▬▬▬▬▬ ▬▬▬▬▬▬▬▬▬▬▬▬▬▬▬▬▬▬ ▬▬▬▬▬▬▬▬▬▬▬▬▬▬▬▬▬▬▬ ▬▬▬▬▬▬▬▬▬▬▬▬▬▬▬▬ ▬▬▬▬▬▬▬▬▬▬▬▬▬▬▬▬▬▬ ▬▬▬▬▬▬▬▬▬▬▬▬▬▬▬▬▬ ▬▬▬▬▬▬▬▬▬▬▬▬▬▬▬▬▬▬▬ ▬▬▬▬▬▬▬▬▬▬▬▬▬▬▬▬ ▬▬▬▬▬▬▬▬▬▬▬▬▬▬▬▬▬▬ ▬▬▬▬▬▬▬▬▬▬▬▬▬▬▬▬▬▬▬ ▬▬▬▬▬▬▬▬▬▬▬▬▬▬▬▬ ▬▬▬▬▬▬▬▬▬▬▬▬▬▬▬▬▬▬ ▬▬▬▬▬▬▬▬▬▬▬▬▬▬▬ ▬▬▬▬▬▬▬▬▬▬▬▬▬▬▬▬▬▬ ▬▬▬▬▬▬▬▬▬▬▬▬▬▬▬▬▬▬▬ ▬▬▬▬▬▬▬▬▬▬▬▬▬▬▬▬ ▬▬▬▬▬▬▬▬▬▬▬▬▬▬▬▬▬▬ ▬▬▬▬▬▬▬▬▬▬▬▬▬▬▬▬▬ ▬▬▬▬▬▬▬▬▬▬▬▬▬▬▬▬▬▬▬ ▬▬▬▬▬▬▬▬▬▬▬▬▬▬▬▬ ▬▬▬▬▬▬▬▬▬▬▬▬▬▬▬▬▬▬ ▬▬▬▬▬▬▬▬▬▬▬▬▬▬▬▬▬▬▬ ▬▬▬▬▬▬▬▬▬▬▬▬▬▬▬▬ ▬▬▬▬▬▬▬▬▬▬▬▬▬▬▬▬▬▬ ▬▬▬▬▬▬▬▬▬▬▬▬▬▬▬ ▬▬▬▬▬▬▬▬▬▬▬▬▬▬▬▬▬▬ ▬▬▬▬▬▬▬▬▬▬▬▬▬▬▬▬▬▬▬ ▬▬▬▬▬▬▬▬▬▬▬▬▬▬▬▬ ▬▬▬▬▬▬▬▬▬▬▬▬▬▬▬▬▬▬ ▬▬▬▬▬▬▬▬▬▬▬▬▬▬▬▬▬ ▬▬▬▬▬▬▬▬▬▬▬▬▬▬▬▬▬▬▬ ▬▬▬▬▬▬▬▬▬▬▬▬▬▬▬▬ ▬▬▬▬▬▬▬▬▬▬▬▬▬▬▬▬▬▬ ▬▬▬▬▬▬▬▬▬▬▬▬▬▬▬▬▬▬▬ ▬▬▬▬▬▬▬▬▬▬▬▬▬▬▬▬ ▬▬▬▬▬▬▬▬▬▬▬▬▬▬▬▬▬▬ ▬▬▬▬▬▬▬▬▬▬▬▬▬▬▬ ▬▬▬▬▬▬▬▬▬▬▬▬▬▬▬▬▬▬ ▬▬▬▬▬▬▬▬▬▬▬▬▬▬▬▬▬▬▬ ▬▬▬▬▬▬▬▬▬▬▬▬▬▬▬▬ ▬▬▬▬▬▬▬▬▬▬▬▬▬▬▬▬▬▬ ▬▬▬▬▬▬▬▬▬▬▬▬▬▬▬▬▬ ▬▬▬▬▬▬▬▬▬▬▬▬▬▬▬▬▬▬▬ ▬▬▬▬▬▬▬▬▬▬▬▬▬▬▬▬ (216, 558, 588, 709)
dharwad-lead: ಧಾರವಾಡ: ಆಜಾದಿ ಕಾ ಅಮೃತ ಮಹೋತ್ಸವದ ಅಂಗವಾಗಿ ಏಕತಾ ನಡಿಗೆ (4, 446, 145, 453)
masthead (330, 0, 710, 20)
rayara-headline: ರಾಯರ 351ನೇ ಆರಾಧನಾ ಮಹೋತ್ಸವ: ರಥೋತ್ಸವ (4, 694, 143, 728)
swatantrya-body-right (404, 852, 578, 1144)
rayara-lead: ಹುಬ್ಬಳ್ಳಿ: ರಾಘವೇಂದ್ರ ಸ್ವಾಮಿಗಳ 351ನೇ ಆರಾಧನಾ ಮಹೋತ್ಸವ (4, 740, 133, 747)
netaji-lead: ನವದೆಹಲಿ: ನೇತಾಜಿ ಸುಭಾಷ್ ಚಂದ್ರ ಬೋಸ್ ಅವರ ಚಿತಾಭಸ್ಮ ಭಾರತಕ್ಕೆ ತರಬೇಕು (598, 596, 746, 611)
